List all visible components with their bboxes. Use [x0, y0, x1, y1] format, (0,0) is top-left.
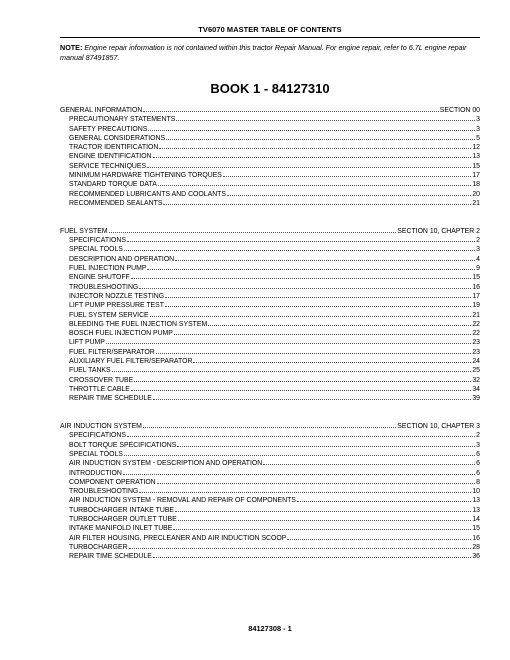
toc-page-ref: 13 — [472, 153, 480, 161]
toc-label: LIFT PUMP — [69, 339, 105, 347]
toc-entry — [60, 477, 480, 486]
toc-entry — [60, 151, 480, 160]
toc-label: LIFT PUMP PRESSURE TEST — [69, 302, 164, 310]
toc-page-ref: 2 — [476, 432, 480, 440]
book-title: BOOK 1 - 84127310 — [210, 81, 330, 96]
dot-leader — [159, 142, 471, 149]
toc-label: COMPONENT OPERATION — [69, 478, 156, 486]
toc-page-ref: 9 — [476, 265, 480, 273]
toc-page-ref: 3 — [476, 125, 480, 133]
dot-leader — [165, 300, 471, 307]
dot-leader — [129, 542, 472, 549]
dot-leader — [127, 430, 475, 437]
toc-page-ref: 22 — [472, 330, 480, 338]
toc-page-ref: 6 — [476, 450, 480, 458]
toc-page-ref: 16 — [472, 283, 480, 291]
toc-section-heading — [60, 421, 480, 430]
toc-label: CROSSOVER TUBE — [69, 376, 134, 384]
toc-label: RECOMMENDED LUBRICANTS AND COOLANTS — [69, 190, 226, 198]
toc-entry — [60, 263, 480, 272]
dot-leader — [153, 151, 472, 158]
toc-label: FUEL INJECTION PUMP — [69, 265, 147, 273]
toc-entry — [60, 486, 480, 495]
engine-repair-note — [60, 43, 485, 63]
dot-leader — [263, 458, 475, 465]
dot-leader — [127, 235, 475, 242]
dot-leader — [178, 514, 472, 521]
toc-page-ref: 2 — [476, 237, 480, 245]
dot-leader — [297, 495, 471, 502]
dot-leader — [173, 523, 471, 530]
toc-label: FUEL SYSTEM — [60, 227, 108, 235]
toc-section-heading — [60, 105, 480, 114]
dot-leader — [131, 272, 472, 279]
toc-label: SPECIFICATIONS — [69, 237, 126, 245]
dot-leader — [287, 533, 471, 540]
toc-entry — [60, 328, 480, 337]
dot-leader — [166, 133, 475, 140]
toc-entry — [60, 449, 480, 458]
dot-leader — [139, 486, 471, 493]
toc-label: PRECAUTIONARY STATEMENTS — [69, 116, 176, 124]
dot-leader — [176, 114, 475, 121]
toc-label: DESCRIPTION AND OPERATION — [69, 255, 175, 263]
dot-leader — [177, 440, 475, 447]
toc-entry — [60, 551, 480, 560]
toc-entry — [60, 300, 480, 309]
toc-entry — [60, 468, 480, 477]
toc-page-ref: 23 — [472, 348, 480, 356]
toc-page-ref: 3 — [476, 246, 480, 254]
toc-label: TROUBLESHOOTING — [69, 283, 139, 291]
toc-label: TROUBLESHOOTING — [69, 488, 139, 496]
toc-label: REPAIR TIME SCHEDULE — [69, 553, 152, 561]
toc-entry — [60, 133, 480, 142]
toc-page-ref: 4 — [476, 255, 480, 263]
dot-leader — [208, 319, 471, 326]
toc-label: SPECIAL TOOLS — [69, 450, 123, 458]
toc-entry — [60, 495, 480, 504]
toc-entry — [60, 254, 480, 263]
toc-page-ref: 15 — [472, 274, 480, 282]
toc-label: AIR FILTER HOUSING, PRECLEANER AND AIR INDUCTION SCOOP — [69, 534, 287, 542]
toc-page-ref: 24 — [472, 358, 480, 366]
dot-leader — [153, 551, 471, 558]
dot-leader — [143, 421, 396, 428]
dot-leader — [139, 282, 471, 289]
toc-entry — [60, 393, 480, 402]
toc-label: INTRODUCTION — [69, 469, 122, 477]
toc-page-ref: 39 — [472, 395, 480, 403]
dot-leader — [147, 263, 475, 270]
toc-label: INTAKE MANIFOLD INLET TUBE — [69, 525, 173, 533]
toc-page-ref: 13 — [472, 497, 480, 505]
toc-page-ref: 3 — [476, 441, 480, 449]
dot-leader — [131, 384, 471, 391]
toc-page-ref: SECTION 10, CHAPTER 2 — [397, 227, 480, 235]
dot-leader — [153, 393, 471, 400]
dot-leader — [150, 310, 472, 317]
toc-entry — [60, 542, 480, 551]
dot-leader — [134, 375, 471, 382]
toc-label: FUEL SYSTEM SERVICE — [69, 311, 149, 319]
toc-page-ref: 17 — [472, 172, 480, 180]
toc-page-ref: 34 — [472, 385, 480, 393]
toc-label: GENERAL INFORMATION — [60, 107, 143, 114]
dot-leader — [158, 179, 472, 186]
dot-leader — [143, 105, 438, 112]
dot-leader — [227, 189, 471, 196]
toc-label: AIR INDUCTION SYSTEM - DESCRIPTION AND OPERATION — [69, 460, 263, 468]
toc-label: BOSCH FUEL INJECTION PUMP — [69, 330, 173, 338]
dot-leader — [124, 449, 475, 456]
toc-page-ref: 15 — [472, 162, 480, 170]
toc-label: ENGINE SHUTOFF — [69, 274, 130, 282]
toc-entry — [60, 430, 480, 439]
dot-leader — [124, 244, 475, 251]
table-of-contents — [60, 105, 480, 561]
toc-entry — [60, 533, 480, 542]
toc-page-ref: 14 — [472, 516, 480, 524]
toc-label: AUXILIARY FUEL FILTER/SEPARATOR — [69, 358, 193, 366]
toc-page-ref: 3 — [476, 116, 480, 124]
toc-label: AIR INDUCTION SYSTEM - REMOVAL AND REPAIR OF COMPONENTS — [69, 497, 296, 505]
toc-label: REPAIR TIME SCHEDULE — [69, 395, 152, 403]
toc-label: GENERAL CONSIDERATIONS — [69, 134, 166, 142]
dot-leader — [174, 328, 471, 335]
toc-entry — [60, 337, 480, 346]
toc-entry — [60, 384, 480, 393]
page-header: TV6070 MASTER TABLE OF CONTENTS — [198, 25, 342, 34]
toc-page-ref: 21 — [472, 311, 480, 319]
toc-page-ref: 8 — [476, 478, 480, 486]
toc-page-ref: 28 — [472, 543, 480, 551]
toc-entry — [60, 365, 480, 374]
dot-leader — [112, 365, 472, 372]
toc-label: BOLT TORQUE SPECIFICATIONS — [69, 441, 177, 449]
dot-leader — [109, 226, 397, 233]
toc-entry — [60, 319, 480, 328]
toc-entry — [60, 244, 480, 253]
toc-label: AIR INDUCTION SYSTEM — [60, 423, 142, 431]
toc-entry — [60, 523, 480, 532]
toc-page-ref: 22 — [472, 320, 480, 328]
toc-label: SAFETY PRECAUTIONS — [69, 125, 148, 133]
toc-entry — [60, 124, 480, 133]
toc-label: TURBOCHARGER INTAKE TUBE — [69, 506, 175, 514]
note-text: Engine repair information is not contained within this tractor Repair Manual. For engine repair, refer to 6.7L engine repair manual 87491857. — [60, 43, 467, 62]
dot-leader — [175, 254, 475, 261]
dot-leader — [223, 170, 471, 177]
toc-entry — [60, 272, 480, 281]
toc-entry — [60, 235, 480, 244]
toc-label: MINIMUM HARDWARE TIGHTENING TORQUES — [69, 172, 222, 180]
page-footer: 84127308 - 1 — [248, 624, 292, 633]
toc-entry — [60, 505, 480, 514]
dot-leader — [106, 337, 471, 344]
toc-label: SERVICE TECHNIQUES — [69, 162, 147, 170]
toc-label: TURBOCHARGER — [69, 543, 128, 551]
toc-entry — [60, 170, 480, 179]
toc-entry — [60, 440, 480, 449]
section-spacer — [60, 403, 480, 422]
toc-page-ref: 25 — [472, 367, 480, 375]
toc-label: ENGINE IDENTIFICATION — [69, 153, 152, 161]
toc-page-ref: 32 — [472, 376, 480, 384]
toc-entry — [60, 356, 480, 365]
toc-label: FUEL FILTER/SEPARATOR — [69, 348, 155, 356]
toc-entry — [60, 198, 480, 207]
dot-leader — [156, 347, 472, 354]
dot-leader — [147, 161, 471, 168]
dot-leader — [163, 198, 471, 205]
toc-entry — [60, 375, 480, 384]
toc-label: TURBOCHARGER OUTLET TUBE — [69, 516, 177, 524]
toc-page-ref: 6 — [476, 469, 480, 477]
dot-leader — [123, 468, 475, 475]
dot-leader — [157, 477, 476, 484]
toc-label: SPECIAL TOOLS — [69, 246, 123, 254]
toc-label: FUEL TANKS — [69, 367, 111, 375]
toc-section-heading — [60, 226, 480, 235]
toc-page-ref: 5 — [476, 134, 480, 142]
toc-page-ref: SECTION 00 — [439, 107, 480, 114]
toc-page-ref: 16 — [472, 534, 480, 542]
toc-page-ref: 21 — [472, 199, 480, 207]
toc-label: STANDARD TORQUE DATA — [69, 181, 157, 189]
toc-page-ref: SECTION 10, CHAPTER 3 — [397, 423, 480, 431]
dot-leader — [193, 356, 471, 363]
toc-page-ref: 17 — [472, 292, 480, 300]
toc-label: TRACTOR IDENTIFICATION — [69, 144, 159, 152]
toc-page-ref: 15 — [472, 525, 480, 533]
section-spacer — [60, 207, 480, 226]
toc-label: SPECIFICATIONS — [69, 432, 126, 440]
toc-page-ref: 23 — [472, 339, 480, 347]
toc-entry — [60, 114, 480, 123]
toc-entry — [60, 142, 480, 151]
toc-page-ref: 36 — [472, 553, 480, 561]
toc-entry — [60, 282, 480, 291]
toc-label: RECOMMENDED SEALANTS — [69, 199, 163, 207]
toc-entry — [60, 347, 480, 356]
toc-entry — [60, 514, 480, 523]
toc-page-ref: 6 — [476, 460, 480, 468]
dot-leader — [175, 505, 471, 512]
toc-entry — [60, 310, 480, 319]
toc-page-ref: 20 — [472, 190, 480, 198]
toc-entry — [60, 189, 480, 198]
toc-label: BLEEDING THE FUEL INJECTION SYSTEM — [69, 320, 208, 328]
toc-entry — [60, 179, 480, 188]
toc-entry — [60, 291, 480, 300]
toc-page-ref: 12 — [472, 144, 480, 152]
toc-entry — [60, 161, 480, 170]
toc-page-ref: 13 — [472, 506, 480, 514]
toc-page-ref: 19 — [472, 302, 480, 310]
dot-leader — [148, 124, 475, 131]
toc-page-ref: 10 — [472, 488, 480, 496]
toc-entry — [60, 458, 480, 467]
toc-label: INJECTOR NOZZLE TESTING — [69, 292, 165, 300]
header-divider — [60, 37, 480, 38]
dot-leader — [165, 291, 471, 298]
toc-label: THROTTLE CABLE — [69, 385, 130, 393]
toc-page-ref: 18 — [472, 181, 480, 189]
note-label: NOTE: — [60, 43, 83, 52]
